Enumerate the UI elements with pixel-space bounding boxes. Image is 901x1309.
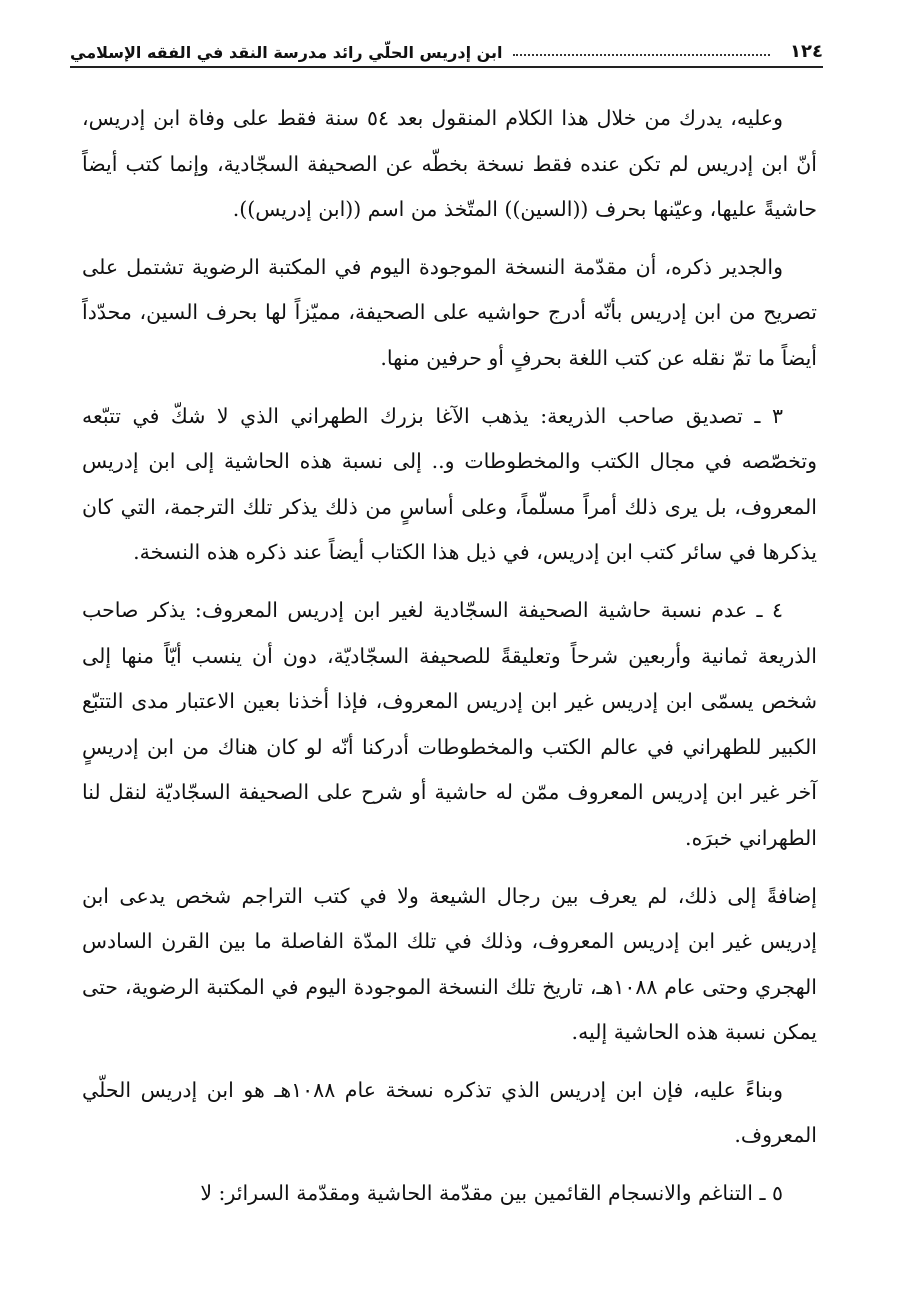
page-number: ١٢٤ — [790, 41, 823, 62]
running-title: ابن إدريس الحلّي رائد مدرسة النقد في الفقه الإسلامي — [70, 43, 503, 62]
dotted-leader — [513, 54, 771, 56]
paragraph: ٥ ـ التناغم والانسجام القائمين بين مقدّمة الحاشية ومقدّمة السرائر: لا — [200, 1181, 783, 1206]
paragraph: وعليه، يدرك من خلال هذا الكلام المنقول بعد ٥٤ سنة فقط على وفاة ابن إدريس، أنّ ابن إدريس لم تكن عنده فقط نسخة بخطّه عن الصحيفة السجّادية، وإنما كتب أيضاً حاشيةً عليها، وعيّنها بحرف ((السين)) المتّخذ من اسم ((ابن إدريس)). — [82, 106, 817, 222]
paragraph: ٣ ـ تصديق صاحب الذريعة: يذهب الآغا بزرك الطهراني الذي لا شكّ في تتبّعه وتخصّصه في مجال الكتب والمخطوطات و.. إلى نسبة هذه الحاشية إلى ابن إدريس المعروف، بل يرى ذلك أمراً مسلّماً، وعلى أساسٍ من ذلك يذكر تلك الترجمة، التي كان يذكرها في سائر كتب ابن إدريس، في ذيل هذا الكتاب أيضاً عند ذكره هذه النسخة. — [82, 403, 817, 565]
running-header — [70, 30, 823, 68]
body-text — [82, 96, 817, 1229]
paragraph: إضافةً إلى ذلك، لم يعرف بين رجال الشيعة ولا في كتب التراجم شخص يدعى ابن إدريس غير ابن إدريس المعروف، وذلك في تلك المدّة الفاصلة ما بين القرن السادس الهجري وحتى عام ١٠٨٨هـ، تاريخ تلك النسخة الموجودة اليوم في المكتبة الرضوية، حتى يمكن نسبة هذه الحاشية إليه. — [82, 883, 818, 1045]
paragraph: والجدير ذكره، أن مقدّمة النسخة الموجودة اليوم في المكتبة الرضوية تشتمل على تصريح من ابن إدريس بأنّه أدرج حواشيه على الصحيفة، مميّزاً لها بحرف السين، محدّداً أيضاً ما تمّ نقله عن كتب اللغة بحرفٍ أو حرفين منها. — [82, 254, 817, 370]
paragraph: وبناءً عليه، فإن ابن إدريس الذي تذكره نسخة عام ١٠٨٨هـ هو ابن إدريس الحلّي المعروف. — [82, 1077, 817, 1148]
paragraph: ٤ ـ عدم نسبة حاشية الصحيفة السجّادية لغير ابن إدريس المعروف: يذكر صاحب الذريعة ثمانية وأربعين شرحاً وتعليقةً للصحيفة السجّاديّة، دون أن ينسب أيّاً منها إلى شخص يسمّى ابن إدريس غير ابن إدريس المعروف، فإذا أخذنا بعين الاعتبار مدى التتبّع الكبير للطهراني في عالم الكتب والمخطوطات أدركنا أنّه لو كان هناك من ابن إدريسٍ آخر غير ابن إدريس المعروف ممّن له حاشية أو شرح على الصحيفة السجّاديّة لنقل لنا الطهراني خبرَه. — [82, 597, 817, 850]
